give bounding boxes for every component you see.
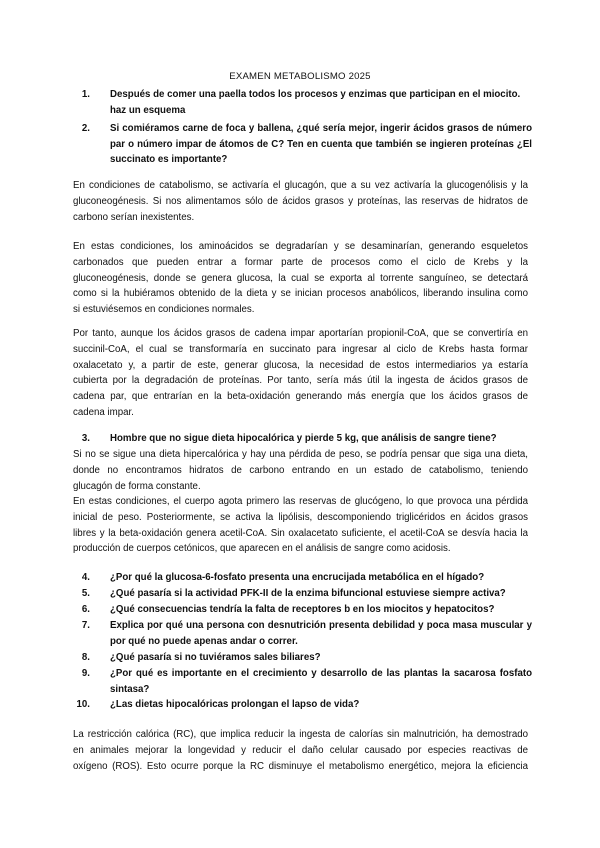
paragraph-line: carbono serían inexistentes.: [73, 211, 195, 223]
question-line: ¿Por qué es importante en el crecimiento y desarrollo de las plantas la sacarosa fosfato: [110, 668, 532, 679]
question-number: 4.: [81, 572, 90, 583]
question-line: Explica por qué una persona con desnutrición presenta debilidad y poca masa muscular y: [110, 620, 532, 631]
question-line: sintasa?: [110, 683, 150, 695]
question-line: succinato es importante?: [110, 154, 228, 166]
paragraph-line: oxígeno (ROS). Esto ocurre porque la RC disminuye el metabolismo energético, mejora la eficiencia: [73, 760, 528, 772]
paragraph-6: [73, 727, 528, 774]
question-text: [110, 87, 532, 118]
paragraph-4: [73, 447, 528, 494]
question-number: 9.: [81, 668, 90, 679]
paragraph-line: carbonados que pueden entrar a formar parte de procesos como el ciclo de Krebs y la: [73, 256, 528, 268]
paragraph-5: [73, 494, 528, 557]
paragraph-line: En condiciones de catabolismo, se activaría el glucagón, que a su vez activaría la glucogenólisis y la: [73, 180, 528, 191]
question-line: Si comiéramos carne de foca y ballena, ¿qué sería mejor, ingerir ácidos grasos de número: [110, 123, 532, 134]
question-text: ¿Por qué la glucosa-6-fosfato presenta una encrucijada metabólica en el hígado?: [110, 572, 485, 583]
paragraph-line: libres y la beta-oxidación genera acetil-CoA. Sin oxalacetato suficiente, el acetil-CoA se desvía hacia la: [73, 527, 528, 539]
paragraph-line: Por tanto, aunque los ácidos grasos de cadena impar aportarían propionil-CoA, que se convertiría en: [73, 328, 528, 339]
paragraph-line: oxalacetato y, a partir de este, generar glucosa, la necesidad de estos intermediarios ya estaría: [73, 359, 528, 371]
paragraph-line: En estas condiciones, los aminoácidos se degradarían y se desaminarían, generando esqueletos: [73, 241, 528, 252]
question-line: por qué no puede apenas andar o correr.: [110, 635, 298, 647]
question-line: par o número impar de átomos de C? Ten en cuenta que también se ingieren proteínas ¿El: [110, 138, 532, 150]
question-text: [110, 121, 532, 168]
exam-title: EXAMEN METABOLISMO 2025: [229, 71, 371, 82]
paragraph-line: En estas condiciones, el cuerpo agota primero las reservas de glucógeno, lo que provoca una pérdida: [73, 496, 528, 507]
paragraph-line: inicial de peso. Posteriormente, se activa la lipólisis, descomponiendo triglicéridos en ácidos grasos: [73, 511, 528, 523]
question-text: ¿Qué consecuencias tendría la falta de receptores b en los miocitos y hepatocitos?: [110, 604, 495, 615]
paragraph-line: succinil-CoA, el cual se transformaría en succinato para ingresar al ciclo de Krebs hasta formar: [73, 343, 528, 355]
paragraph-line: si estuviésemos en condiciones normales.: [73, 304, 255, 316]
question-text: ¿Qué pasaría si la actividad PFK-II de la enzima bifuncional estuviese siempre activa?: [110, 588, 506, 599]
paragraph-line: La restricción calórica (RC), que implica reducir la ingesta de calorías sin malnutrición, ha demostrado: [73, 729, 528, 740]
paragraph-line: cadena impar.: [73, 406, 134, 418]
paragraph-line: producción de cuerpos cetónicos, que aparecen en el análisis de sangre como acidosis.: [73, 543, 451, 555]
question-line: haz un esquema: [110, 104, 186, 116]
paragraph-line: donde no encontramos hidratos de carbono entrando en un estado de catabolismo, teniendo: [73, 464, 528, 476]
question-number: 7.: [81, 620, 90, 631]
paragraph-line: gluconeogénesis. Si nos alimentamos sólo de ácidos grasos y proteínas, las reservas de hidratos de: [73, 195, 528, 207]
question-number: 1.: [81, 89, 90, 100]
paragraph-line: cubierta por la degradación de proteínas. Por tanto, sería más útil la ingesta de ácidos grasos de: [73, 375, 528, 387]
paragraph-line: en animales mejorar la longevidad y reducir el daño celular causado por especies reactivas de: [73, 744, 528, 756]
question-number: 3.: [81, 433, 90, 444]
question-text: ¿Las dietas hipocalóricas prolongan el lapso de vida?: [110, 699, 360, 710]
paragraph-line: como si la hubiéramos obtenido de la dieta y se inician procesos anabólicos, liberando insulina como: [73, 288, 528, 300]
question-number: 8.: [81, 652, 90, 663]
paragraph-line: cadena par, que entrarían en la beta-oxidación generando más energía que los ácidos grasos de: [73, 391, 528, 403]
paragraph-1: [73, 178, 528, 225]
question-text: ¿Qué pasaría si no tuviéramos sales biliares?: [110, 652, 321, 663]
question-text: [110, 666, 532, 697]
question-number: 6.: [81, 604, 90, 615]
question-number: 5.: [81, 588, 90, 599]
question-number: 2.: [81, 123, 90, 134]
question-text: Hombre que no sigue dieta hipocalórica y pierde 5 kg, que análisis de sangre tiene?: [110, 433, 497, 444]
paragraph-3: [73, 326, 528, 421]
paragraph-line: gluconeogénesis, donde se genera glucosa, la cual se exporta al torrente sanguíneo, se detectará: [73, 272, 528, 284]
question-text: [110, 618, 532, 649]
question-number: 10.: [76, 699, 90, 710]
question-line: Después de comer una paella todos los procesos y enzimas que participan en el miocito.: [110, 89, 521, 100]
paragraph-2: [73, 239, 528, 318]
paragraph-line: glucagón de forma constante.: [73, 480, 201, 492]
paragraph-line: Si no se sigue una dieta hipercalórica y hay una pérdida de peso, se podría pensar que siga una dieta,: [73, 449, 528, 460]
